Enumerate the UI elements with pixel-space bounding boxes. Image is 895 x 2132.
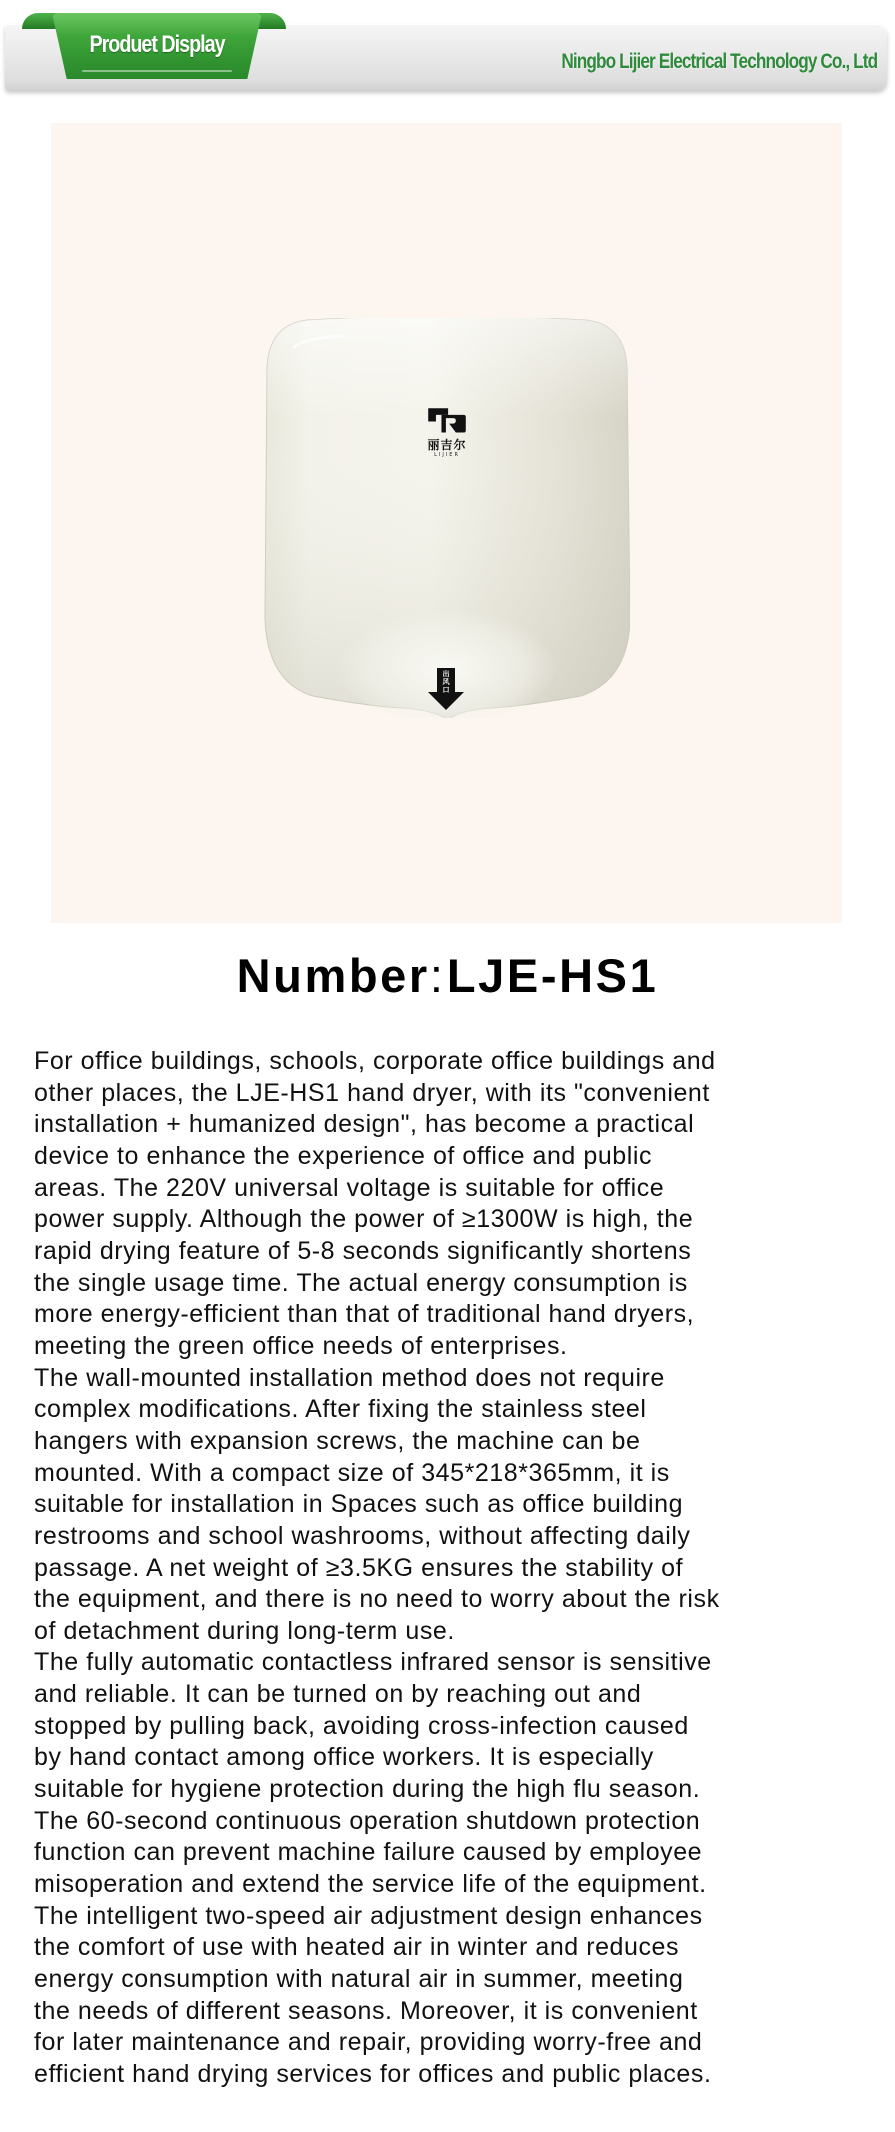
brand-name-latin: LIJIER xyxy=(434,451,460,458)
description-line: device to enhance the experience of office and public xyxy=(34,1141,652,1170)
description-line: other places, the LJE-HS1 hand dryer, with its "convenient xyxy=(34,1078,710,1107)
description-line: areas. The 220V universal voltage is suitable for office xyxy=(34,1173,665,1202)
description-line: mounted. With a compact size of 345*218*365mm, it is xyxy=(34,1458,670,1487)
description-line: The 60-second continuous operation shutdown protection xyxy=(34,1806,701,1835)
outlet-label xyxy=(437,670,455,694)
description-line: for later maintenance and repair, providing worry-free and xyxy=(34,2028,703,2057)
section-title: Produet Display xyxy=(89,31,225,58)
outlet-char-3: 口 xyxy=(442,686,450,694)
model-value: LJE-HS1 xyxy=(446,949,659,1002)
description-line: meeting the green office needs of enterprises. xyxy=(34,1331,568,1360)
model-label: Number xyxy=(236,949,430,1002)
hand-dryer-body xyxy=(263,318,630,718)
brand-logo xyxy=(426,406,468,458)
description-line: passage. A net weight of ≥3.5KG ensures the stability of xyxy=(34,1553,684,1582)
description-line: the comfort of use with heated air in winter and reduces xyxy=(34,1933,680,1962)
description-line: restrooms and school washrooms, without affecting daily xyxy=(34,1521,691,1550)
description-line: suitable for hygiene protection during the high flu season. xyxy=(34,1775,701,1804)
description-line: suitable for installation in Spaces such as office building xyxy=(34,1490,684,1519)
description-line: by hand contact among office workers. It is especially xyxy=(34,1743,654,1772)
description-line: of detachment during long-term use. xyxy=(34,1616,455,1645)
description-line: installation + humanized design", has become a practical xyxy=(34,1110,695,1139)
description-line: For office buildings, schools, corporate office buildings and xyxy=(34,1047,716,1075)
description-line: The fully automatic contactless infrared sensor is sensitive xyxy=(34,1648,712,1677)
r-logo-icon xyxy=(426,406,468,435)
description-line: The intelligent two-speed air adjustment design enhances xyxy=(34,1901,703,1930)
description-line: efficient hand drying services for offices and public places. xyxy=(34,2060,712,2088)
description-line: function can prevent machine failure caused by employee xyxy=(34,1838,703,1867)
company-name: Ningbo Lijier Electrical Technology Co., Ltd xyxy=(561,50,877,73)
product-description xyxy=(34,1046,884,2091)
description-line: energy consumption with natural air in summer, meeting xyxy=(34,1965,684,1994)
description-line: hangers with expansion screws, the machine can be xyxy=(34,1426,641,1455)
air-outlet-indicator xyxy=(428,668,464,710)
hand-dryer-illustration xyxy=(263,318,630,718)
description-line: power supply. Although the power of ≥1300W is high, the xyxy=(34,1205,694,1234)
description-line: the single usage time. The actual energy consumption is xyxy=(34,1268,688,1297)
model-number-heading xyxy=(0,948,895,1004)
product-image xyxy=(51,123,842,923)
description-line: the needs of different seasons. Moreover, it is convenient xyxy=(34,1996,698,2025)
description-line: misoperation and extend the service life of the equipment. xyxy=(34,1870,707,1899)
description-line: The wall-mounted installation method does not require xyxy=(34,1363,665,1392)
description-line: complex modifications. After fixing the stainless steel xyxy=(34,1395,647,1424)
description-line: and reliable. It can be turned on by reaching out and xyxy=(34,1680,642,1709)
outlet-char-2: 风 xyxy=(442,678,450,686)
model-separator: : xyxy=(429,949,447,1002)
description-line: stopped by pulling back, avoiding cross-infection caused xyxy=(34,1711,689,1740)
description-line: rapid drying feature of 5-8 seconds significantly shortens xyxy=(34,1236,692,1265)
brand-name-chinese: 丽吉尔 xyxy=(427,437,467,452)
outlet-char-1: 出 xyxy=(442,670,450,678)
description-line: more energy-efficient than that of traditional hand dryers, xyxy=(34,1300,695,1329)
description-line: the equipment, and there is no need to worry about the risk xyxy=(34,1585,720,1614)
